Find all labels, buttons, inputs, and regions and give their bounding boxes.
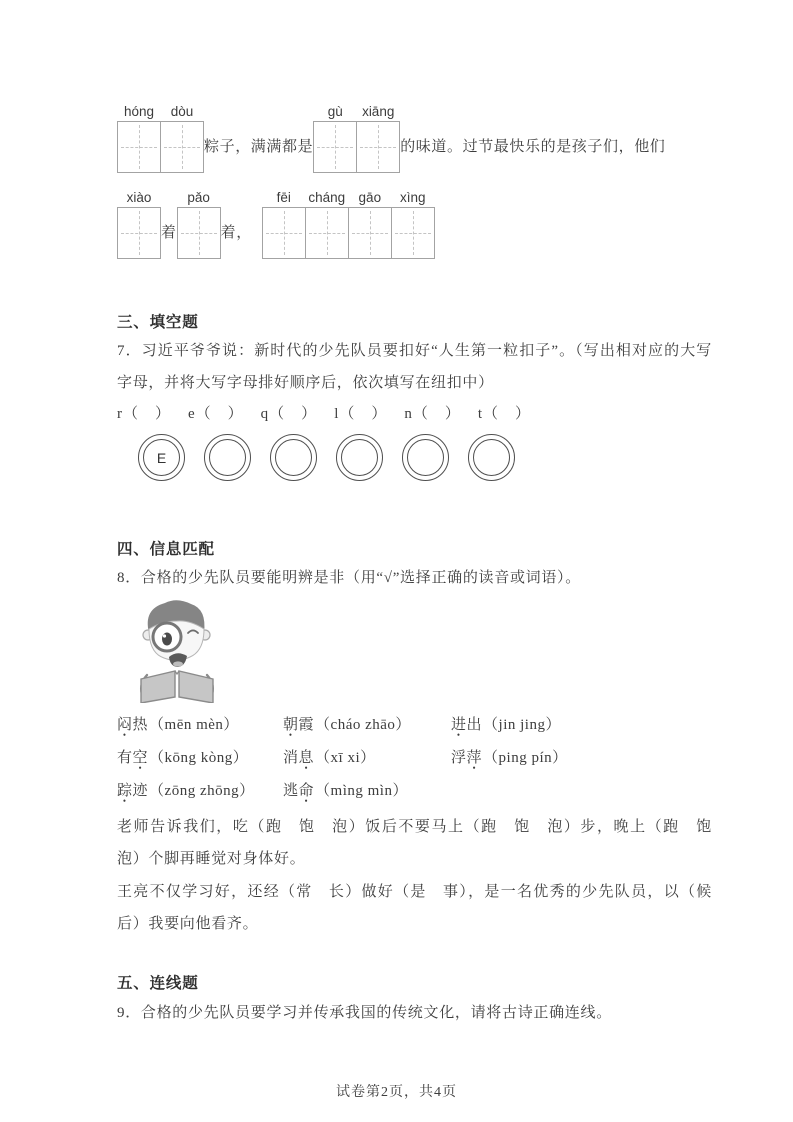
pinyin-reading: （cháo zhāo）	[315, 717, 411, 733]
writing-cell	[177, 190, 221, 259]
word-choice-item	[117, 709, 283, 742]
writing-box-group-xiao	[117, 190, 161, 259]
pinyin-reading: （jin jing）	[483, 717, 561, 733]
word-char: 逃	[283, 783, 299, 799]
writing-cell	[117, 190, 161, 259]
writing-cell	[356, 104, 400, 173]
writing-box[interactable]	[348, 207, 392, 259]
writing-box[interactable]	[160, 121, 204, 173]
pinyin-reading: （mēn mèn）	[149, 717, 239, 733]
writing-cell	[117, 104, 161, 173]
button-circles-row	[138, 434, 712, 481]
pinyin-reading: （ping pín）	[483, 750, 568, 766]
word-char: 消	[283, 750, 299, 766]
pinyin-label: fēi	[276, 190, 291, 205]
writing-box-group-pao	[177, 190, 221, 259]
button-circle-letter	[473, 439, 510, 476]
pinyin-label: gù	[327, 104, 343, 119]
word-char: 迹	[132, 783, 149, 799]
button-circle[interactable]	[138, 434, 185, 481]
writing-cell	[313, 104, 357, 173]
pinyin-label: gāo	[358, 190, 382, 205]
section-title: 四、信息匹配	[117, 541, 215, 558]
word-choice-item	[283, 775, 451, 808]
pronunciation-choice-grid	[117, 709, 712, 808]
button-circle-letter	[407, 439, 444, 476]
word-choice-item	[283, 709, 451, 742]
word-choice-item	[117, 742, 283, 775]
button-circle-letter	[209, 439, 246, 476]
writing-box[interactable]	[117, 121, 161, 173]
letter-answer-slot: n（ ）	[404, 406, 461, 422]
writing-box[interactable]	[262, 207, 306, 259]
inline-text: 的味道。过节最快乐的是孩子们，他们	[400, 139, 666, 155]
letter-answer-slot: l（ ）	[334, 406, 388, 422]
word-char-marked: 命	[298, 783, 315, 799]
writing-cell	[391, 190, 435, 259]
writing-cell	[305, 190, 349, 259]
word-char-marked: 萍	[466, 750, 483, 766]
question-9-text: 9．合格的少先队员要学习并传承我国的传统文化，请将古诗正确连线。	[117, 1005, 612, 1021]
pinyin-reading: （mìng mìn）	[315, 783, 408, 799]
writing-box[interactable]	[177, 207, 221, 259]
pinyin-label: xìng	[400, 190, 426, 205]
button-circle[interactable]	[336, 434, 383, 481]
section-title: 五、连线题	[117, 975, 199, 992]
boy-reading-illustration	[131, 595, 223, 703]
pinyin-reading: （kōng kòng）	[149, 750, 249, 766]
page-number-footer: 试卷第2页，共4页	[336, 1085, 457, 1100]
writing-cell	[262, 190, 306, 259]
letter-answer-slot: q（ ）	[260, 406, 318, 422]
writing-box[interactable]	[313, 121, 357, 173]
writing-cell	[348, 190, 392, 259]
pinyin-writing-exercise	[117, 104, 712, 259]
pinyin-label: xiāng	[362, 104, 395, 119]
word-char-marked: 空	[132, 750, 149, 766]
button-circle[interactable]	[468, 434, 515, 481]
word-choice-item	[283, 742, 451, 775]
word-char: 热	[132, 717, 149, 733]
writing-cell	[160, 104, 204, 173]
section-info-matching	[117, 537, 728, 940]
button-circle-letter	[341, 439, 378, 476]
inline-text: 着	[161, 225, 177, 241]
section-fill-in-blank	[117, 310, 712, 481]
pinyin-reading: （zōng zhōng）	[149, 783, 255, 799]
word-char-marked: 息	[298, 750, 315, 766]
writing-box-group-hongdou	[117, 104, 204, 173]
writing-row-1	[117, 104, 712, 173]
letters-answer-row	[117, 401, 712, 427]
word-char-marked: 进	[451, 717, 467, 733]
button-circle[interactable]	[402, 434, 449, 481]
button-circle-letter: E	[143, 439, 180, 476]
letter-answer-slot: r（ ）	[117, 406, 171, 422]
question-8-text: 8．合格的少先队员要能明辨是非（用“√”选择正确的读音或词语）。	[117, 570, 581, 586]
letter-answer-slot: e（ ）	[188, 406, 244, 422]
word-char: 霞	[298, 717, 315, 733]
inline-text: 粽子，满满都是	[204, 139, 314, 155]
writing-box[interactable]	[117, 207, 161, 259]
pinyin-label: cháng	[308, 190, 346, 205]
pinyin-label: hóng	[123, 104, 155, 119]
button-circle-letter	[275, 439, 312, 476]
button-circle[interactable]	[204, 434, 251, 481]
writing-row-2	[117, 190, 712, 259]
pinyin-label: pǎo	[187, 190, 210, 205]
section-title: 三、填空题	[117, 314, 199, 331]
choice-paragraph-1: 老师告诉我们，吃（跑 饱 泡）饭后不要马上（跑 饱 泡）步，晚上（跑 饱 泡）个脚再睡觉对身体好。	[117, 819, 728, 867]
word-char-marked: 闷	[117, 717, 133, 733]
pinyin-label: dòu	[170, 104, 194, 119]
writing-box-group-feichanggaoxing	[262, 190, 435, 259]
word-choice-item	[451, 709, 712, 742]
word-char-marked: 踪	[117, 783, 133, 799]
word-char-marked: 朝	[283, 717, 299, 733]
choice-paragraph-2: 王亮不仅学习好，还经（常 长）做好（是 事），是一名优秀的少先队员，以（候 后）我要向他看齐。	[117, 884, 728, 932]
writing-box[interactable]	[391, 207, 435, 259]
section-line-matching	[117, 971, 712, 1029]
pinyin-reading: （xī xi）	[315, 750, 376, 766]
pinyin-label: xiào	[126, 190, 152, 205]
word-char: 浮	[451, 750, 467, 766]
word-choice-item	[451, 742, 712, 775]
letter-answer-slot: t（ ）	[477, 406, 532, 422]
question-7-text: 7．习近平爷爷说：新时代的少先队员要扣好“人生第一粒扣子”。（写出相对应的大写字母，并将大写字母排好顺序后，依次填写在纽扣中）	[117, 343, 712, 391]
writing-box[interactable]	[305, 207, 349, 259]
inline-text: 着，	[220, 225, 252, 241]
writing-box-group-guxiang	[313, 104, 400, 173]
word-choice-item	[117, 775, 283, 808]
button-circle[interactable]	[270, 434, 317, 481]
word-char: 出	[466, 717, 483, 733]
word-char: 有	[117, 750, 133, 766]
writing-box[interactable]	[356, 121, 400, 173]
